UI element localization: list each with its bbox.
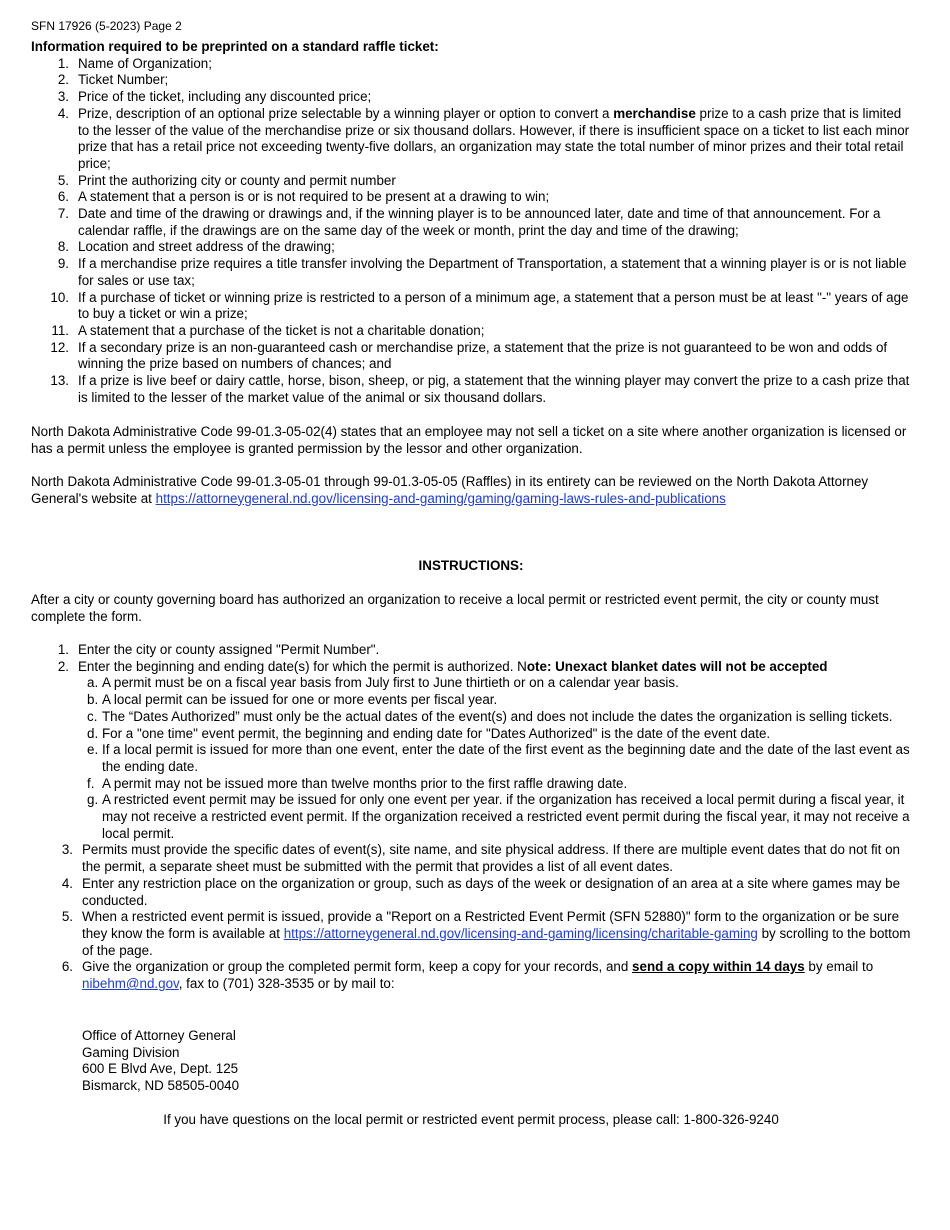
item-text: A statement that a person is or is not required to be present at a drawing to win; [78, 189, 550, 205]
item-text: by scrolling to the bottom of the page. [82, 925, 911, 958]
item-number: 1. [57, 55, 69, 71]
item-text-bold: ote: Unexact blanket dates will not be accepted [526, 658, 828, 674]
email-link[interactable]: nibehm@nd.gov [82, 976, 179, 992]
item-text: Enter any restriction place on the organization or group, such as days of the week or designation of an area at a site where games may be conducted. [82, 875, 901, 908]
contact-footer: If you have questions on the local permit or restricted event permit process, please call: 1-800-326-9240 [163, 1112, 779, 1127]
item-text: Print the authorizing city or county and permit number [78, 172, 396, 188]
item-text: The “Dates Authorized” must only be the actual dates of the event(s) and does not include the dates the organization is selling tickets. [102, 708, 893, 724]
item-number: 8. [57, 239, 69, 255]
item-text: For a "one time" event permit, the beginning and ending date for "Dates Authorized" is the date of the event date. [102, 725, 771, 741]
address-line: Office of Attorney General [82, 1028, 236, 1043]
code-note-raffles [31, 474, 911, 507]
item-letter: f. [87, 775, 95, 791]
item-text: Enter the beginning and ending date(s) for which the permit is authorized. N [78, 658, 527, 674]
list-item [31, 373, 911, 406]
instructions-steps [31, 642, 911, 993]
charitable-gaming-link[interactable]: https://attorneygeneral.nd.gov/licensing-and-gaming/licensing/charitable-gaming [283, 925, 758, 941]
instructions-intro: After a city or county governing board has authorized an organization to receive a local permit or restricted event permit, the city or county must complete the form. [31, 592, 879, 624]
list-item [31, 173, 911, 190]
list-item [31, 323, 911, 340]
sub-list-item [31, 742, 911, 775]
item-text: When a restricted event permit is issued, provide a "Report on a Restricted Event Permit (SFN 52880)" form to the organization or be sure they know the form is available at [82, 909, 900, 941]
list-item [31, 340, 911, 373]
code-note-employee: North Dakota Administrative Code 99-01.3-05-02(4) states that an employee may not sell a ticket on a site where another organization is licensed or has a permit unless the employee is granted permission by the lessor and other organization. [31, 424, 907, 456]
item-text: Give the organization or group the completed permit form, keep a copy for your records, and [82, 959, 633, 975]
item-text-bold: merchandise [613, 105, 696, 121]
item-letter: b. [87, 692, 99, 708]
item-number: 9. [57, 256, 69, 272]
sub-steps-list [31, 675, 911, 842]
list-item [31, 72, 911, 89]
item-text: , fax to (701) 328-3535 or by mail to: [178, 976, 395, 992]
item-number: 5. [61, 909, 73, 925]
item-number: 3. [57, 89, 69, 105]
list-item [35, 959, 911, 992]
item-text: If a secondary prize is an non-guaranteed cash or merchandise prize, a statement that the prize is not guaranteed to be won and odds of winning the prize based on numbers of chances; and [78, 339, 888, 372]
item-text: If a merchandise prize requires a title transfer involving the Department of Transportation, a statement that a winning player is or is not liable for sales or use tax; [78, 256, 907, 288]
sub-list-item [31, 776, 911, 793]
gaming-laws-link[interactable]: https://attorneygeneral.nd.gov/licensing-and-gaming/gaming/gaming-laws-rules-and-publications [155, 490, 726, 506]
item-text: If a local permit is issued for more than one event, enter the date of the first event as the beginning date and the date of the last event as the ending date. [102, 742, 910, 774]
list-item [35, 842, 911, 875]
item-number: 1. [57, 642, 69, 657]
list-item [35, 909, 911, 959]
list-item [31, 642, 911, 659]
item-text: Date and time of the drawing or drawings and, if the winning player is to be announced later, date and time of that announcement. For a calendar raffle, if the drawings are on the same day of the week or month, print the day and time of the drawing; [78, 206, 881, 238]
item-text: prize to a cash prize that is limited to the lesser of the value of the merchandise prize or six thousand dollars. However, if there is insufficient space on a ticket to list each minor prize that has a retail price not exceeding twenty-five dollars, an organization may state the total number of minor prizes and their total retail price; [78, 105, 910, 171]
preprint-title: Information required to be preprinted on a standard raffle ticket: [31, 39, 439, 54]
list-item [31, 256, 911, 289]
mailing-address [31, 1028, 239, 1095]
item-number: 10. [50, 289, 69, 305]
list-item [31, 106, 911, 173]
steps-list-cont [35, 842, 911, 992]
item-letter: e. [87, 742, 99, 758]
item-number: 2. [57, 72, 69, 88]
item-text: Permits must provide the specific dates of event(s), site name, and site physical address. If there are multiple event dates that do not fit on the permit, a separate sheet must be submitted with the permit that provides a list of all event dates. [82, 842, 900, 875]
list-item [31, 89, 911, 106]
sub-list-item [31, 692, 911, 709]
sub-list-item [31, 675, 911, 692]
address-line: Bismarck, ND 58505-0040 [82, 1078, 240, 1094]
item-number: 11. [51, 322, 69, 338]
item-text: A restricted event permit may be issued for only one event per year. if the organization has received a local permit during a fiscal year, it may not receive a restricted event permit. If the organization received a restricted event permit during the fiscal year, it may not receive a local permit. [102, 792, 910, 841]
item-number: 4. [57, 105, 69, 121]
item-text: Name of Organization; [78, 55, 212, 71]
address-line: Gaming Division [82, 1044, 180, 1060]
item-number: 7. [57, 206, 69, 222]
steps-list [31, 642, 911, 675]
item-text: A permit must be on a fiscal year basis from July first to June thirtieth or on a calendar year basis. [102, 675, 679, 691]
list-item [31, 56, 911, 73]
item-letter: d. [87, 725, 99, 741]
item-number: 6. [57, 189, 69, 205]
item-number: 5. [57, 172, 69, 188]
list-item [31, 239, 911, 256]
item-text: If a prize is live beef or dairy cattle, horse, bison, sheep, or pig, a statement that the winning player may convert the prize to a cash prize that is limited to the lesser of the market value of the animal or six thousand dollars. [78, 373, 910, 405]
instructions-title: INSTRUCTIONS: [418, 558, 524, 573]
item-text: by email to [804, 959, 874, 975]
item-text: Price of the ticket, including any discounted price; [78, 89, 372, 105]
sub-list-item [31, 726, 911, 743]
list-item [31, 189, 911, 206]
code-note-raffles-text: North Dakota Administrative Code 99-01.3-05-01 through 99-01.3-05-05 (Raffles) in its entirety can be reviewed on the North Dakota Attorney General's website at [31, 474, 869, 506]
address-line: 600 E Blvd Ave, Dept. 125 [82, 1061, 239, 1077]
item-letter: c. [87, 708, 98, 724]
sub-list-item [31, 792, 911, 842]
form-identifier: SFN 17926 (5-2023) Page 2 [31, 19, 182, 33]
item-text: A permit may not be issued more than twelve months prior to the first raffle drawing date. [102, 775, 628, 791]
item-text: If a purchase of ticket or winning prize is restricted to a person of a minimum age, a statement that a person must be at least "-" years of age to buy a ticket or win a prize; [78, 289, 909, 322]
item-number: 6. [61, 959, 73, 975]
item-text: Prize, description of an optional prize selectable by a winning player or option to convert a [78, 105, 614, 121]
item-text-bold: send a copy within 14 days [632, 959, 805, 975]
item-text: A statement that a purchase of the ticket is not a charitable donation; [78, 322, 485, 338]
list-item [31, 290, 911, 323]
preprint-section [31, 39, 911, 406]
item-number: 13. [50, 373, 69, 389]
item-number: 2. [57, 658, 69, 674]
item-number: 3. [61, 842, 73, 858]
list-item [35, 876, 911, 909]
sub-list-item [31, 709, 911, 726]
item-letter: g. [87, 792, 99, 808]
item-text: Ticket Number; [78, 72, 169, 88]
item-letter: a. [87, 675, 99, 691]
item-number: 4. [61, 875, 73, 891]
item-text: Enter the city or county assigned "Permit Number". [78, 642, 380, 657]
item-number: 12. [50, 339, 69, 355]
item-text: Location and street address of the drawing; [78, 239, 335, 255]
list-item [31, 206, 911, 239]
preprint-list [31, 56, 911, 407]
list-item [31, 659, 911, 676]
item-text: A local permit can be issued for one or more events per fiscal year. [102, 692, 498, 708]
